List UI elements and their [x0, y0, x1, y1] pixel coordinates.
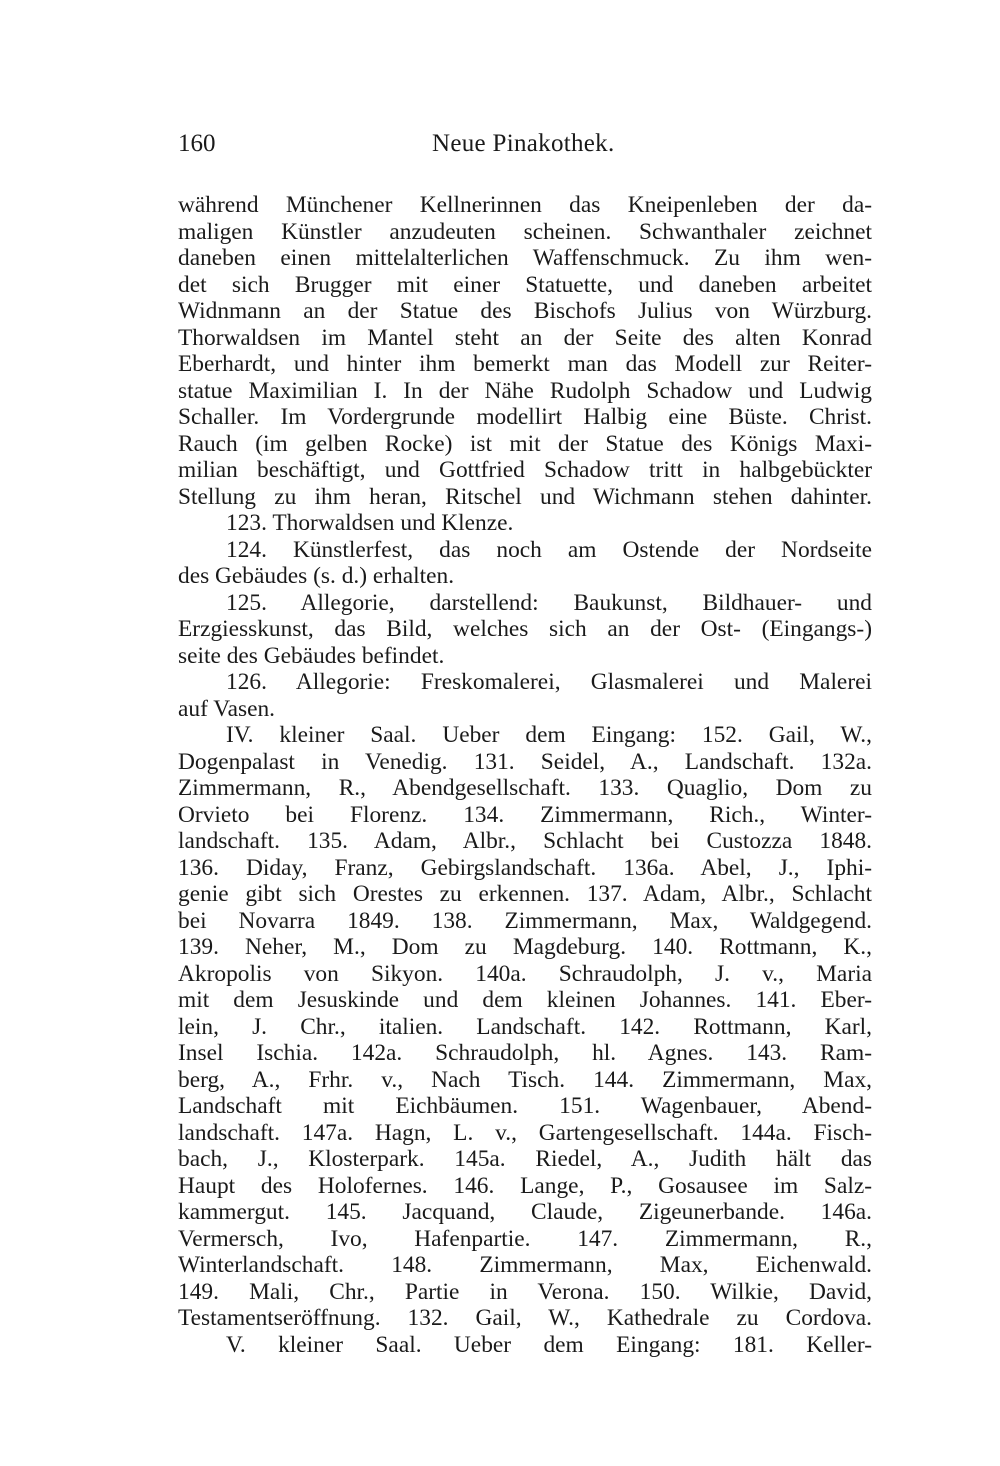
- body-text: [178, 192, 872, 1358]
- text-line: Rauch (im gelben Rocke) ist mit der Statue des Königs Maxi-: [178, 430, 872, 457]
- text-line: Schaller. Im Vordergrunde modellirt Halbig eine Büste. Christ.: [178, 404, 872, 430]
- text-line: 136. Diday, Franz, Gebirgslandschaft. 136a. Abel, J., Iphi-: [178, 854, 872, 881]
- text-line: milian beschäftigt, und Gottfried Schadow tritt in halbgebückter: [178, 457, 872, 483]
- text-line: landschaft. 135. Adam, Albr., Schlacht bei Custozza 1848.: [178, 828, 872, 854]
- text-line: Widnmann an der Statue des Bischofs Julius von Würzburg.: [178, 298, 872, 324]
- text-line: det sich Brugger mit einer Statuette, und daneben arbeitet: [178, 271, 872, 298]
- text-line: des Gebäudes (s. d.) erhalten.: [178, 563, 455, 589]
- text-line: Zimmermann, R., Abendgesellschaft. 133. Quaglio, Dom zu: [178, 775, 872, 801]
- text-line: Eberhardt, und hinter ihm bemerkt man das Modell zur Reiter-: [178, 351, 872, 377]
- page-number: 160: [178, 130, 216, 157]
- text-line: Thorwaldsen im Mantel steht an der Seite des alten Konrad: [178, 324, 872, 351]
- text-line: 125. Allegorie, darstellend: Baukunst, Bildhauer- und: [226, 589, 872, 616]
- text-line: statue Maximilian I. In der Nähe Rudolph Schadow und Ludwig: [178, 377, 872, 404]
- text-line: Stellung zu ihm heran, Ritschel und Wichmann stehen dahinter.: [178, 483, 872, 510]
- text-line: Insel Ischia. 142a. Schraudolph, hl. Agnes. 143. Ram-: [178, 1040, 872, 1066]
- text-line: 124. Künstlerfest, das noch am Ostende der Nordseite: [226, 536, 872, 563]
- text-line: kammergut. 145. Jacquand, Claude, Zigeunerbande. 146a.: [178, 1199, 872, 1225]
- text-line: lein, J. Chr., italien. Landschaft. 142. Rottmann, Karl,: [178, 1013, 872, 1040]
- text-line: während Münchener Kellnerinnen das Kneipenleben der da-: [178, 192, 872, 218]
- text-line: genie gibt sich Orestes zu erkennen. 137. Adam, Albr., Schlacht: [178, 881, 872, 907]
- text-line: 123. Thorwaldsen und Klenze.: [226, 510, 514, 536]
- text-line: Vermersch, Ivo, Hafenpartie. 147. Zimmermann, R.,: [178, 1225, 872, 1252]
- text-line: bach, J., Klosterpark. 145a. Riedel, A., Judith hält das: [178, 1146, 872, 1172]
- text-line: Akropolis von Sikyon. 140a. Schraudolph, J. v., Maria: [178, 960, 872, 987]
- text-line: mit dem Jesuskinde und dem kleinen Johannes. 141. Eber-: [178, 987, 872, 1013]
- text-line: Winterlandschaft. 148. Zimmermann, Max, Eichenwald.: [178, 1252, 872, 1278]
- text-line: Testamentseröffnung. 132. Gail, W., Kathedrale zu Cordova.: [178, 1305, 872, 1331]
- text-line: seite des Gebäudes befindet.: [178, 642, 445, 669]
- text-line: daneben einen mittelalterlichen Waffenschmuck. Zu ihm wen-: [178, 245, 872, 271]
- text-line: maligen Künstler anzudeuten scheinen. Schwanthaler zeichnet: [178, 218, 872, 245]
- text-line: berg, A., Frhr. v., Nach Tisch. 144. Zimmermann, Max,: [178, 1066, 872, 1093]
- text-line: V. kleiner Saal. Ueber dem Eingang: 181. Keller-: [226, 1331, 872, 1358]
- text-line: IV. kleiner Saal. Ueber dem Eingang: 152. Gail, W.,: [226, 722, 872, 748]
- running-title: Neue Pinakothek.: [432, 130, 615, 157]
- text-line: 126. Allegorie: Freskomalerei, Glasmalerei und Malerei: [226, 669, 872, 695]
- text-line: Landschaft mit Eichbäumen. 151. Wagenbauer, Abend-: [178, 1093, 872, 1119]
- text-line: 139. Neher, M., Dom zu Magdeburg. 140. Rottmann, K.,: [178, 934, 872, 960]
- text-line: auf Vasen.: [178, 695, 275, 722]
- text-line: Erzgiesskunst, das Bild, welches sich an der Ost- (Eingangs-): [178, 616, 872, 642]
- text-line: Dogenpalast in Venedig. 131. Seidel, A., Landschaft. 132a.: [178, 748, 872, 775]
- text-line: Haupt des Holofernes. 146. Lange, P., Gosausee im Salz-: [178, 1172, 872, 1199]
- text-line: bei Novarra 1849. 138. Zimmermann, Max, Waldgegend.: [178, 907, 872, 934]
- text-line: Orvieto bei Florenz. 134. Zimmermann, Rich., Winter-: [178, 801, 872, 828]
- text-line: 149. Mali, Chr., Partie in Verona. 150. Wilkie, David,: [178, 1278, 872, 1305]
- text-line: landschaft. 147a. Hagn, L. v., Gartengesellschaft. 144a. Fisch-: [178, 1119, 872, 1146]
